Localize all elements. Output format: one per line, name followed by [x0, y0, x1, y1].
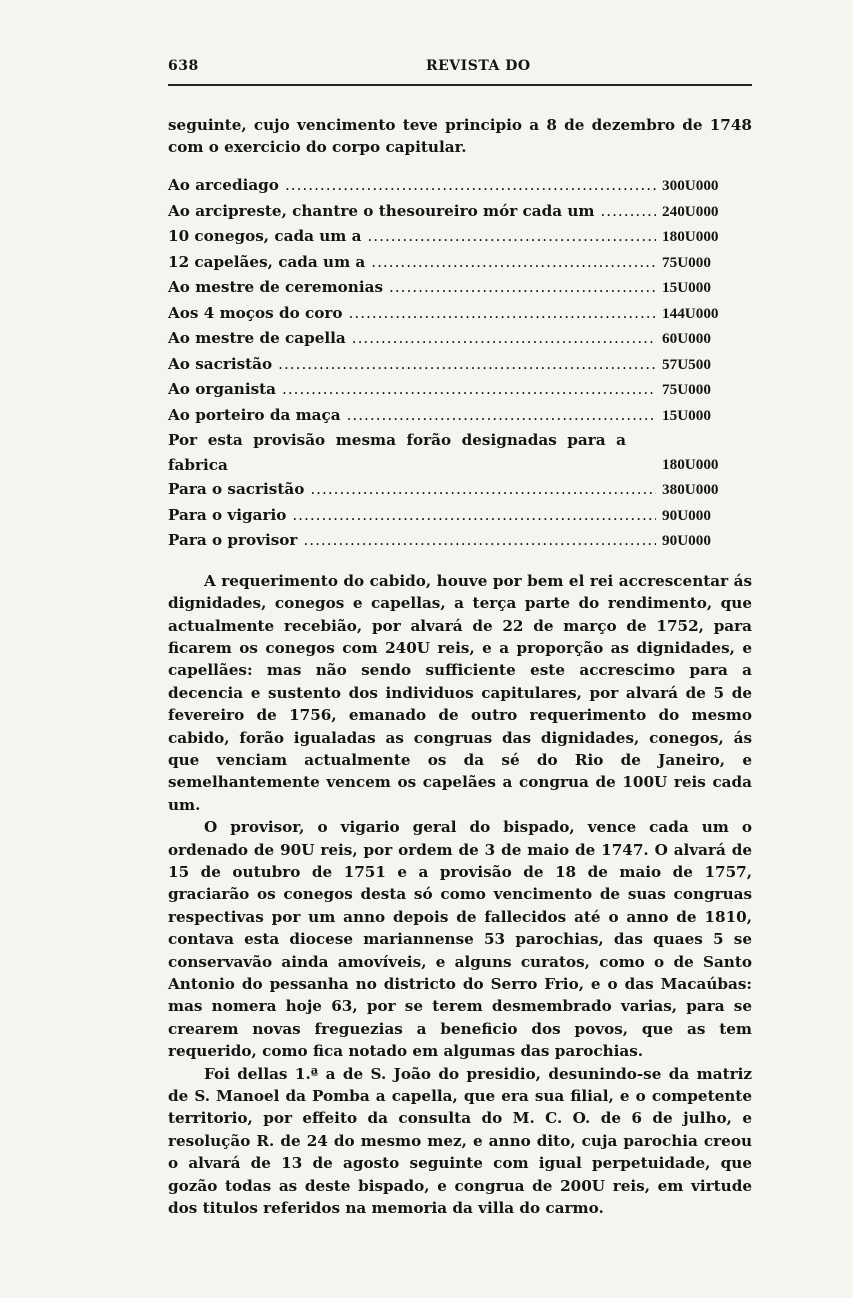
salary-row — [168, 275, 752, 301]
salary-label: Ao arcediago — [168, 176, 279, 195]
dot-leader — [278, 352, 656, 377]
salary-value: 15U000 — [662, 406, 711, 424]
salary-list — [168, 173, 752, 554]
salary-value: 300U000 — [662, 177, 719, 195]
body-paragraph: O provisor, o vigario geral do bispado, vence cada um o ordenado de 90U reis, por ordem de 3 de maio de 1747. O alvará de 15 de outubro de 1751 e a provisão de 18 de maio de 1757, graciarão os conegos desta só como vencimento de suas congruas respectivas por um anno depois de fallecidos até o anno de 1810, contava esta diocese mariannense 53 parochias, das quaes 5 se conservavão ainda amovíveis, e alguns curatos, como o de Santo Antonio do pessanha no districto do Serro Frio, e o das Macaúbas: mas nomera hoje 63, por se terem desmembrado varias, para se crearem novas freguezias a beneficio dos povos, que as tem requerido, como fica notado em algumas das parochias. — [168, 818, 752, 1061]
salary-value: 60U000 — [662, 330, 711, 348]
header-rule — [168, 84, 752, 86]
body-paragraph: A requerimento do cabido, houve por bem el rei accrescentar ás dignidades, conegos e capellas, a terça parte do rendimento, que actualmente recebião, por alvará de 22 de março de 1752, para ficarem os conegos com 240U reis, e a proporção as dignidades, e capellães: mas não sendo sufficiente este accrescimo para a decencia e sustento dos individuos capitulares, por alvará de 5 de fevereiro de 1756, emanado de outro requerimento do mesmo cabido, forão igualadas as congruas das dignidades, conegos, ás que venciam actualmente os da sé do Rio de Janeiro, e semelhantemente vencem os capelães a congrua de 100U reis cada um. — [168, 571, 752, 814]
salary-row — [168, 224, 752, 250]
salary-row — [168, 503, 752, 529]
salary-label: Ao mestre de capella — [168, 329, 346, 348]
salary-value: 180U000 — [662, 455, 719, 473]
salary-label: Ao sacristão — [168, 354, 273, 373]
document-page — [168, 58, 752, 1219]
dot-leader — [310, 477, 656, 502]
page-header — [168, 58, 752, 80]
dot-leader — [282, 377, 656, 402]
dot-leader — [285, 173, 656, 198]
dot-leader — [367, 224, 656, 249]
dot-leader — [371, 250, 656, 275]
salary-label: Para o provisor — [168, 531, 298, 550]
salary-value: 75U000 — [662, 253, 711, 271]
salary-row — [168, 199, 752, 225]
salary-label: Para o vigario — [168, 505, 287, 524]
salary-label: 12 capelães, cada um a — [168, 252, 366, 271]
salary-value: 15U000 — [662, 279, 711, 297]
salary-value: 380U000 — [662, 481, 719, 499]
salary-row — [168, 428, 752, 477]
salary-value: 90U000 — [662, 506, 711, 524]
salary-label: Aos 4 moços do coro — [168, 303, 343, 322]
salary-label: Por esta provisão mesma forão designadas para a fabrica — [168, 431, 626, 474]
dot-leader — [347, 403, 656, 428]
salary-label: 10 conegos, cada um a — [168, 227, 362, 246]
salary-row — [168, 326, 752, 352]
salary-value: 240U000 — [662, 202, 719, 220]
salary-row — [168, 173, 752, 199]
salary-label: Ao arcipreste, chantre o thesoureiro mór cada um — [168, 201, 595, 220]
salary-label: Ao porteiro da maça — [168, 405, 341, 424]
salary-value: 144U000 — [662, 304, 719, 322]
dot-leader — [349, 301, 656, 326]
salary-row — [168, 352, 752, 378]
page-number: 638 — [168, 58, 199, 74]
salary-label: Para o sacristão — [168, 480, 305, 499]
salary-value: 57U500 — [662, 355, 711, 373]
salary-row — [168, 377, 752, 403]
salary-value: 90U000 — [662, 532, 711, 550]
salary-row — [168, 250, 752, 276]
salary-value: 75U000 — [662, 381, 711, 399]
salary-label: Ao mestre de ceremonias — [168, 278, 383, 297]
salary-row — [168, 477, 752, 503]
salary-row — [168, 403, 752, 429]
salary-value: 180U000 — [662, 228, 719, 246]
dot-leader — [600, 199, 656, 224]
salary-row — [168, 301, 752, 327]
dot-leader — [303, 528, 656, 553]
running-title: REVISTA DO — [426, 58, 531, 74]
dot-leader — [352, 326, 656, 351]
dot-leader — [292, 503, 656, 528]
salary-row — [168, 528, 752, 554]
intro-paragraph: seguinte, cujo vencimento teve principio a 8 de dezembro de 1748 com o exercicio do corpo capitular. — [168, 116, 752, 156]
salary-label: Ao organista — [168, 380, 277, 399]
body-paragraph: Foi dellas 1.ª a de S. João do presidio, desunindo-se da matriz de S. Manoel da Pomba a capella, que era sua filial, e o competente territorio, por effeito da consulta do M. C. O. de 6 de julho, e resolução R. de 24 do mesmo mez, e anno dito, cuja parochia creou o alvará de 13 de agosto seguinte com igual perpetuidade, que gozão todas as deste bispado, e congrua de 200U reis, em virtude dos titulos referidos na memoria da villa do carmo. — [168, 1064, 752, 1218]
dot-leader — [389, 275, 656, 300]
